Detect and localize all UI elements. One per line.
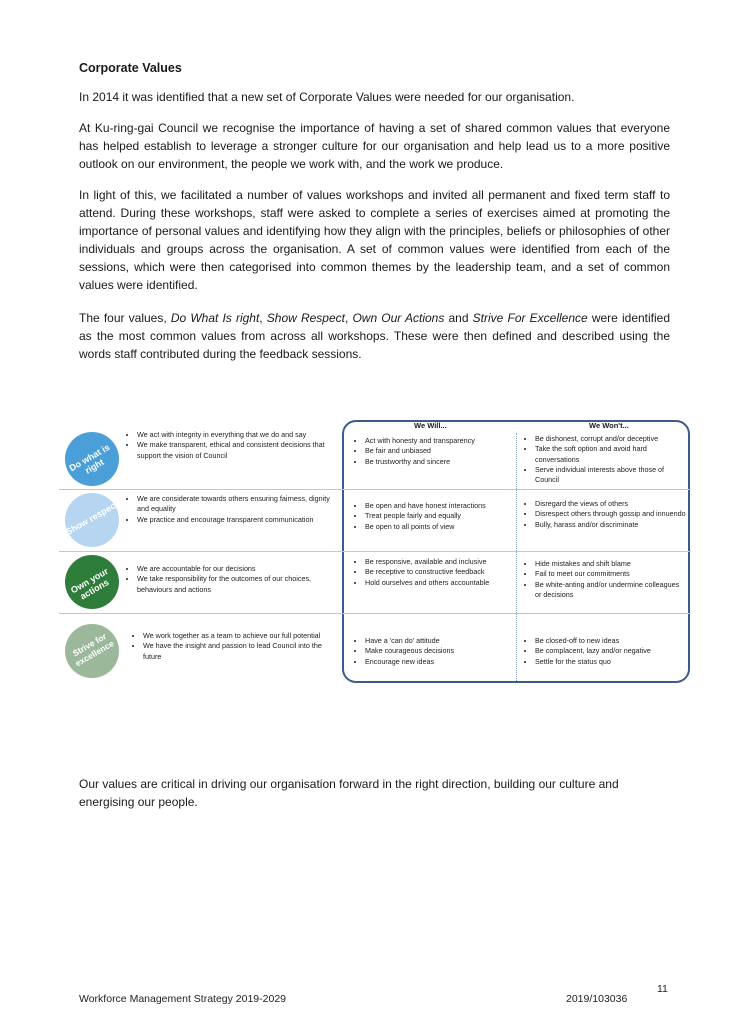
we-wont-header: We Won't...	[589, 421, 629, 430]
value-description: • We are considerate towards others ensuring fairness, dignity and equality • We practice and encourage transparent communication	[127, 494, 339, 525]
value-badge-label: Do what is right	[67, 442, 112, 476]
value-description: • We work together as a team to achieve our full potential • We have the insight and passion to lead Council into the future	[133, 631, 333, 662]
footer-reference-number: 2019/103036	[566, 993, 628, 1005]
four-values-paragraph: The four values, Do What Is right, Show Respect, Own Our Actions and Strive For Excellence were identified as the most common values from across all workshops. These were then defined and described using the words staff contributed during the feedback sessions.	[79, 311, 671, 361]
intro-paragraph: In 2014 it was identified that a new set of Corporate Values were needed for our organisation.	[79, 90, 575, 104]
workshops-paragraph: In light of this, we facilitated a number of values workshops and invited all permanent and fixed term staff to attend. During these workshops, staff were asked to complete a series of exercises aimed at promoting the importance of personal values and identifying how they align with the principles, beliefs or philosophies of other individuals and groups across the organisation. A set of common values were identified from each of the sessions, which were then categorised into common themes by the leadership team, and a set of common values were identified.	[79, 188, 670, 292]
footer-document-title: Workforce Management Strategy 2019-2029	[79, 993, 287, 1005]
value-name: Strive For Excellence	[472, 311, 588, 325]
we-wont-list: • Be closed-off to new ideas • Be complacent, lazy and/or negative • Settle for the status quo	[525, 636, 687, 667]
we-wont-list: • Be dishonest, corrupt and/or deceptive • Take the soft option and avoid hard conversations • Serve individual interests above those of Council	[525, 434, 687, 485]
values-table	[59, 417, 691, 685]
recognition-paragraph: At Ku-ring-gai Council we recognise the importance of having a set of shared common values that everyone has helped establish to leverage a stronger culture for our organisation and help lead us to a more positive outlook on our environment, the people we work with, and the work we produce.	[79, 121, 670, 171]
we-will-list: • Have a 'can do' attitude • Make courageous decisions • Encourage new ideas	[355, 636, 513, 667]
we-will-header: We Will...	[414, 421, 447, 430]
row-divider	[59, 489, 691, 490]
column-divider	[516, 433, 517, 681]
closing-paragraph: Our values are critical in driving our organisation forward in the right direction, building our culture and energising our people.	[79, 777, 619, 809]
value-description: • We are accountable for our decisions • We take responsibility for the outcomes of our choices, behaviours and actions	[127, 564, 335, 595]
value-name: Do What Is right	[170, 311, 260, 325]
we-will-list: • Be open and have honest interactions • Treat people fairly and equally • Be open to all points of view	[355, 501, 513, 532]
value-badge-label: Show respect	[64, 499, 120, 537]
value-badge-label: Own your actions	[69, 565, 111, 602]
we-wont-list: • Hide mistakes and shift blame • Fail to meet our commitments • Be white-anting and/or undermine colleagues or decisions	[525, 559, 687, 600]
we-wont-list: • Disregard the views of others • Disrespect others through gossip and innuendo • Bully, harass and/or discriminate	[525, 499, 687, 530]
row-divider	[59, 551, 691, 552]
page-number: 11	[657, 983, 668, 995]
section-heading: Corporate Values	[79, 61, 182, 75]
value-description: • We act with integrity in everything that we do and say • We make transparent, ethical and consistent decisions that support the vision of Council	[127, 430, 335, 461]
value-name: Show Respect	[266, 311, 345, 325]
value-name: Own Our Actions	[352, 311, 445, 325]
value-badge-label: Strive for excellence	[70, 631, 116, 669]
row-divider	[59, 613, 691, 614]
we-will-list: • Be responsive, available and inclusive • Be receptive to constructive feedback • Hold ourselves and others accountable	[355, 557, 513, 588]
we-will-list: • Act with honesty and transparency • Be fair and unbiased • Be trustworthy and sincere	[355, 436, 513, 467]
